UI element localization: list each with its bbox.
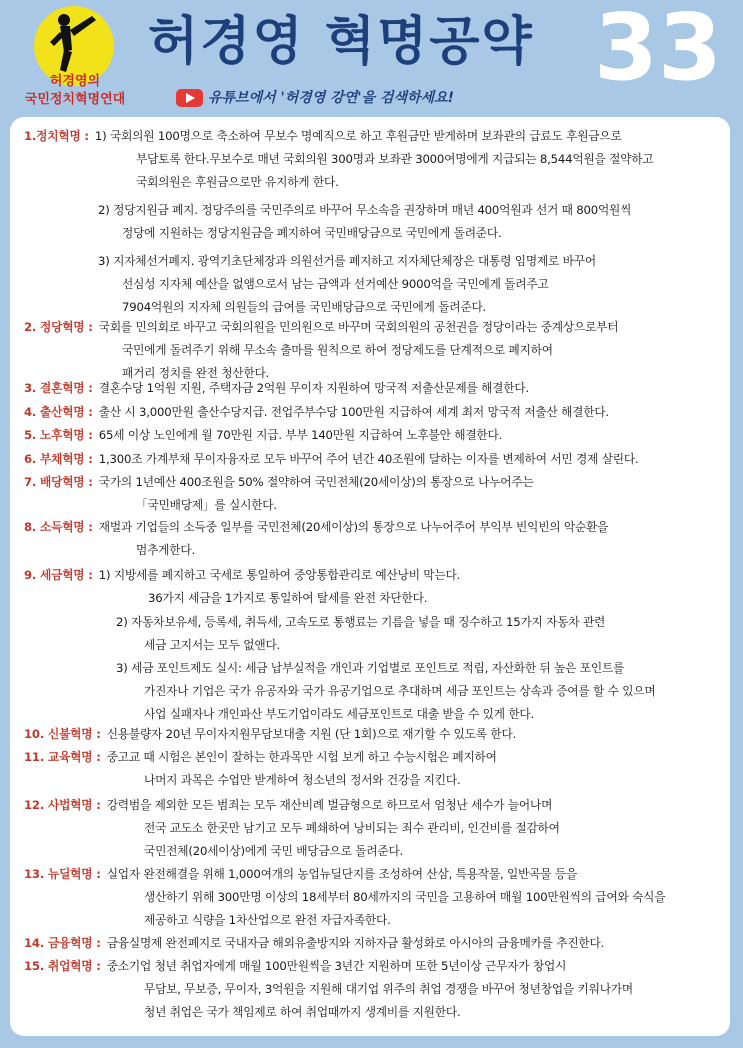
pledge-label: 4. 출산혁명 : [24, 405, 93, 419]
pledge-text: 중소기업 청년 취업자에게 매월 100만원씩을 3년간 지원하며 또한 5년이상 근무자가 창업시 [106, 959, 567, 973]
pledge-text: 강력범을 제외한 모든 범죄는 모두 재산비례 벌금형으로 하므로서 엄청난 세수가 늘어나며 [106, 798, 553, 812]
pledge-text: 금융실명제 완전폐지로 국내자금 해외유출방지와 지하자금 활성화로 아시아의 금융메카를 추진한다. [106, 936, 605, 950]
pledge-label: 9. 세금혁명 : [24, 568, 93, 582]
pledge-text: 국회를 민의회로 바꾸고 국회의원을 민의원으로 바꾸며 국회의원의 공천권을 정당이라는 중계상으로부터 [98, 320, 619, 334]
pledge-item [24, 564, 460, 587]
pledge-line: 멈추게한다. [136, 543, 195, 557]
pledge-text: 재벌과 기업들의 소득중 일부를 국민전체(20세이상)의 통장으로 나누어주어 부익부 빈익빈의 악순환을 [98, 520, 609, 534]
pledge-line: 「국민배당제」를 실시한다. [136, 498, 277, 512]
pledge-label: 7. 배당혁명 : [24, 475, 93, 489]
pledge-label: 8. 소득혁명 : [24, 520, 93, 534]
pledge-item [24, 723, 516, 746]
pledge-line: 3) 세금 포인트제도 실시: 세금 납부실적을 개인과 기업별로 포인트로 적립, 자산화한 뒤 높은 포인트를 [116, 661, 625, 675]
pledge-item [24, 401, 609, 424]
page-title: 허경영 혁명공약 [148, 12, 534, 72]
pledge-text: 1) 국회의원 100명으로 축소하여 무보수 명예직으로 하고 후원금만 받게하며 보좌관의 급료도 후원금으로 [94, 129, 622, 143]
pledge-line: 무담보, 무보증, 무이자, 3억원을 지원해 대기업 위주의 취업 경쟁을 바꾸어 청년창업을 키워나가며 [144, 982, 633, 996]
pledge-item [24, 955, 566, 978]
pledge-line: 제공하고 식량을 1차산업으로 완전 자급자족한다. [144, 913, 391, 927]
pledge-line: 국민전체(20세이상)에게 국민 배당금으로 돌려준다. [144, 844, 404, 858]
pledge-line: 국민에게 돌려주기 위해 무소속 출마를 원칙으로 하여 정당제도를 단계적으로 폐지하여 [122, 343, 553, 357]
pledge-line: 청년 취업은 국가 책임제로 하여 취업때까지 생계비를 지원한다. [144, 1005, 461, 1019]
pledge-item [24, 377, 529, 400]
pledge-label: 14. 금융혁명 : [24, 936, 101, 950]
pledge-text: 결혼수당 1억원 지원, 주택자금 2억원 무이자 지원하여 망국적 저출산문제를 해결한다. [98, 381, 529, 395]
pledge-label: 3. 결혼혁명 : [24, 381, 93, 395]
youtube-search-hint: 유튜브에서 '허경영 강연'을 검색하세요! [208, 90, 454, 106]
logo-name-line1: 허경영의 [49, 74, 101, 89]
pledge-line: 2) 정당지원금 폐지. 정당주의를 국민주의로 바꾸어 무소속을 권장하며 매년 400억원과 선거 때 800억원씩 [98, 203, 632, 217]
pledge-item [24, 448, 639, 471]
pledge-line: 7904억원의 지자체 의원들의 급여를 국민배당금으로 국민에게 돌려준다. [122, 300, 487, 314]
pledge-label: 10. 신불혁명 : [24, 727, 101, 741]
pledge-label: 12. 사법혁명 : [24, 798, 101, 812]
pledge-item [24, 316, 618, 339]
pledge-line: 정당에 지원하는 정당지원금을 폐지하여 국민배당금으로 국민에게 돌려준다. [122, 226, 502, 240]
pledge-item [24, 932, 604, 955]
pledge-text: 65세 이상 노인에게 월 70만원 지급. 부부 140만원 지급하여 노후불안 해결한다. [98, 428, 503, 442]
pledge-label: 11. 교육혁명 : [24, 750, 101, 764]
header [0, 0, 743, 118]
pledge-line: 가진자나 기업은 국가 유공자와 국가 유공기업으로 추대하며 세금 포인트는 상속과 증여를 할 수 있으며 [144, 684, 656, 698]
pledge-item [24, 794, 552, 817]
pledge-line: 국회의원은 후원금으로만 유지하게 한다. [136, 175, 339, 189]
pledge-text: 신용불량자 20년 무이자지원무담보대출 지원 (단 1회)으로 재기할 수 있도록 한다. [106, 727, 517, 741]
pledge-text: 1,300조 가계부채 무이자융자로 모두 바꾸어 주어 년간 40조원에 달하는 이자를 변제하여 서민 경제 살린다. [98, 452, 639, 466]
pledge-text: 1) 지방세를 폐지하고 국세로 통일하여 중앙통합관리로 예산낭비 막는다. [98, 568, 461, 582]
pledge-line: 전국 교도소 한곳만 남기고 모두 폐쇄하여 낭비되는 죄수 관리비, 인건비를 절감하여 [144, 821, 560, 835]
pledge-text: 국가의 1년예산 400조원을 50% 절약하여 국민전체(20세이상)의 통장으로 나누어주는 [98, 475, 534, 489]
pledge-label: 2. 정당혁명 : [24, 320, 93, 334]
pledge-item [24, 516, 608, 539]
logo-name-line2: 국민정치혁명연대 [24, 92, 126, 107]
pledge-label: 13. 뉴딜혁명 : [24, 867, 101, 881]
pledge-item [24, 125, 622, 148]
pledge-label: 5. 노후혁명 : [24, 428, 93, 442]
pledge-label: 15. 취업혁명 : [24, 959, 101, 973]
pledge-text: 실업자 완전해결을 위해 1,000여개의 농업뉴딜단지를 조성하여 산삼, 특용작물, 일반곡물 등을 [106, 867, 578, 881]
pledge-label: 6. 부채혁명 : [24, 452, 93, 466]
pledge-label: 1.정치혁명 : [24, 129, 89, 143]
pledge-line: 선심성 지자체 예산을 없앰으로서 남는 금액과 선거예산 9000억을 국민에게 돌려주고 [122, 277, 549, 291]
pledge-line: 세금 고지서는 모두 없앤다. [144, 638, 281, 652]
pledge-line: 2) 자동차보유세, 등록세, 취득세, 고속도로 통행료는 기름을 넣을 때 징수하고 15가지 자동차 관련 [116, 615, 606, 629]
pledge-item [24, 746, 497, 769]
pledge-item [24, 471, 534, 494]
pledge-line: 3) 지자체선거폐지. 광역기초단체장과 의원선거를 폐지하고 지자체단체장은 대통령 임명제로 바꾸어 [98, 254, 596, 268]
pledge-line: 나머지 과목은 수업만 받게하여 청소년의 정서와 건강을 지킨다. [144, 773, 461, 787]
pledge-text: 중고교 때 시험은 본인이 잘하는 한과목만 시험 보게 하고 수능시험은 폐지하여 [106, 750, 497, 764]
pledge-line: 패거리 정치를 완전 청산한다. [122, 366, 270, 380]
pledge-line: 사업 실패자나 개인파산 부도기업이라도 세금포인트로 대출 받을 수 있게 한다. [144, 707, 535, 721]
youtube-icon [176, 89, 203, 107]
pledge-count: 33 [593, 0, 723, 101]
pledge-item [24, 424, 502, 447]
pledge-line: 부담토록 한다.무보수로 매년 국회의원 300명과 보좌관 3000여명에게 지급되는 8,544억원을 절약하고 [136, 152, 654, 166]
pledge-line: 36가지 세금을 1가지로 통일하여 탈세를 완전 차단한다. [148, 591, 428, 605]
pledge-line: 생산하기 위해 300만명 이상의 18세부터 80세까지의 국민을 고용하여 매월 100만원씩의 급여와 숙식을 [144, 890, 666, 904]
pledge-list-panel [10, 117, 730, 1036]
pledge-text: 출산 시 3,000만원 출산수당지급. 전업주부수당 100만원 지급하여 세계 최저 망국적 저출산 해결한다. [98, 405, 609, 419]
pledge-item [24, 863, 577, 886]
